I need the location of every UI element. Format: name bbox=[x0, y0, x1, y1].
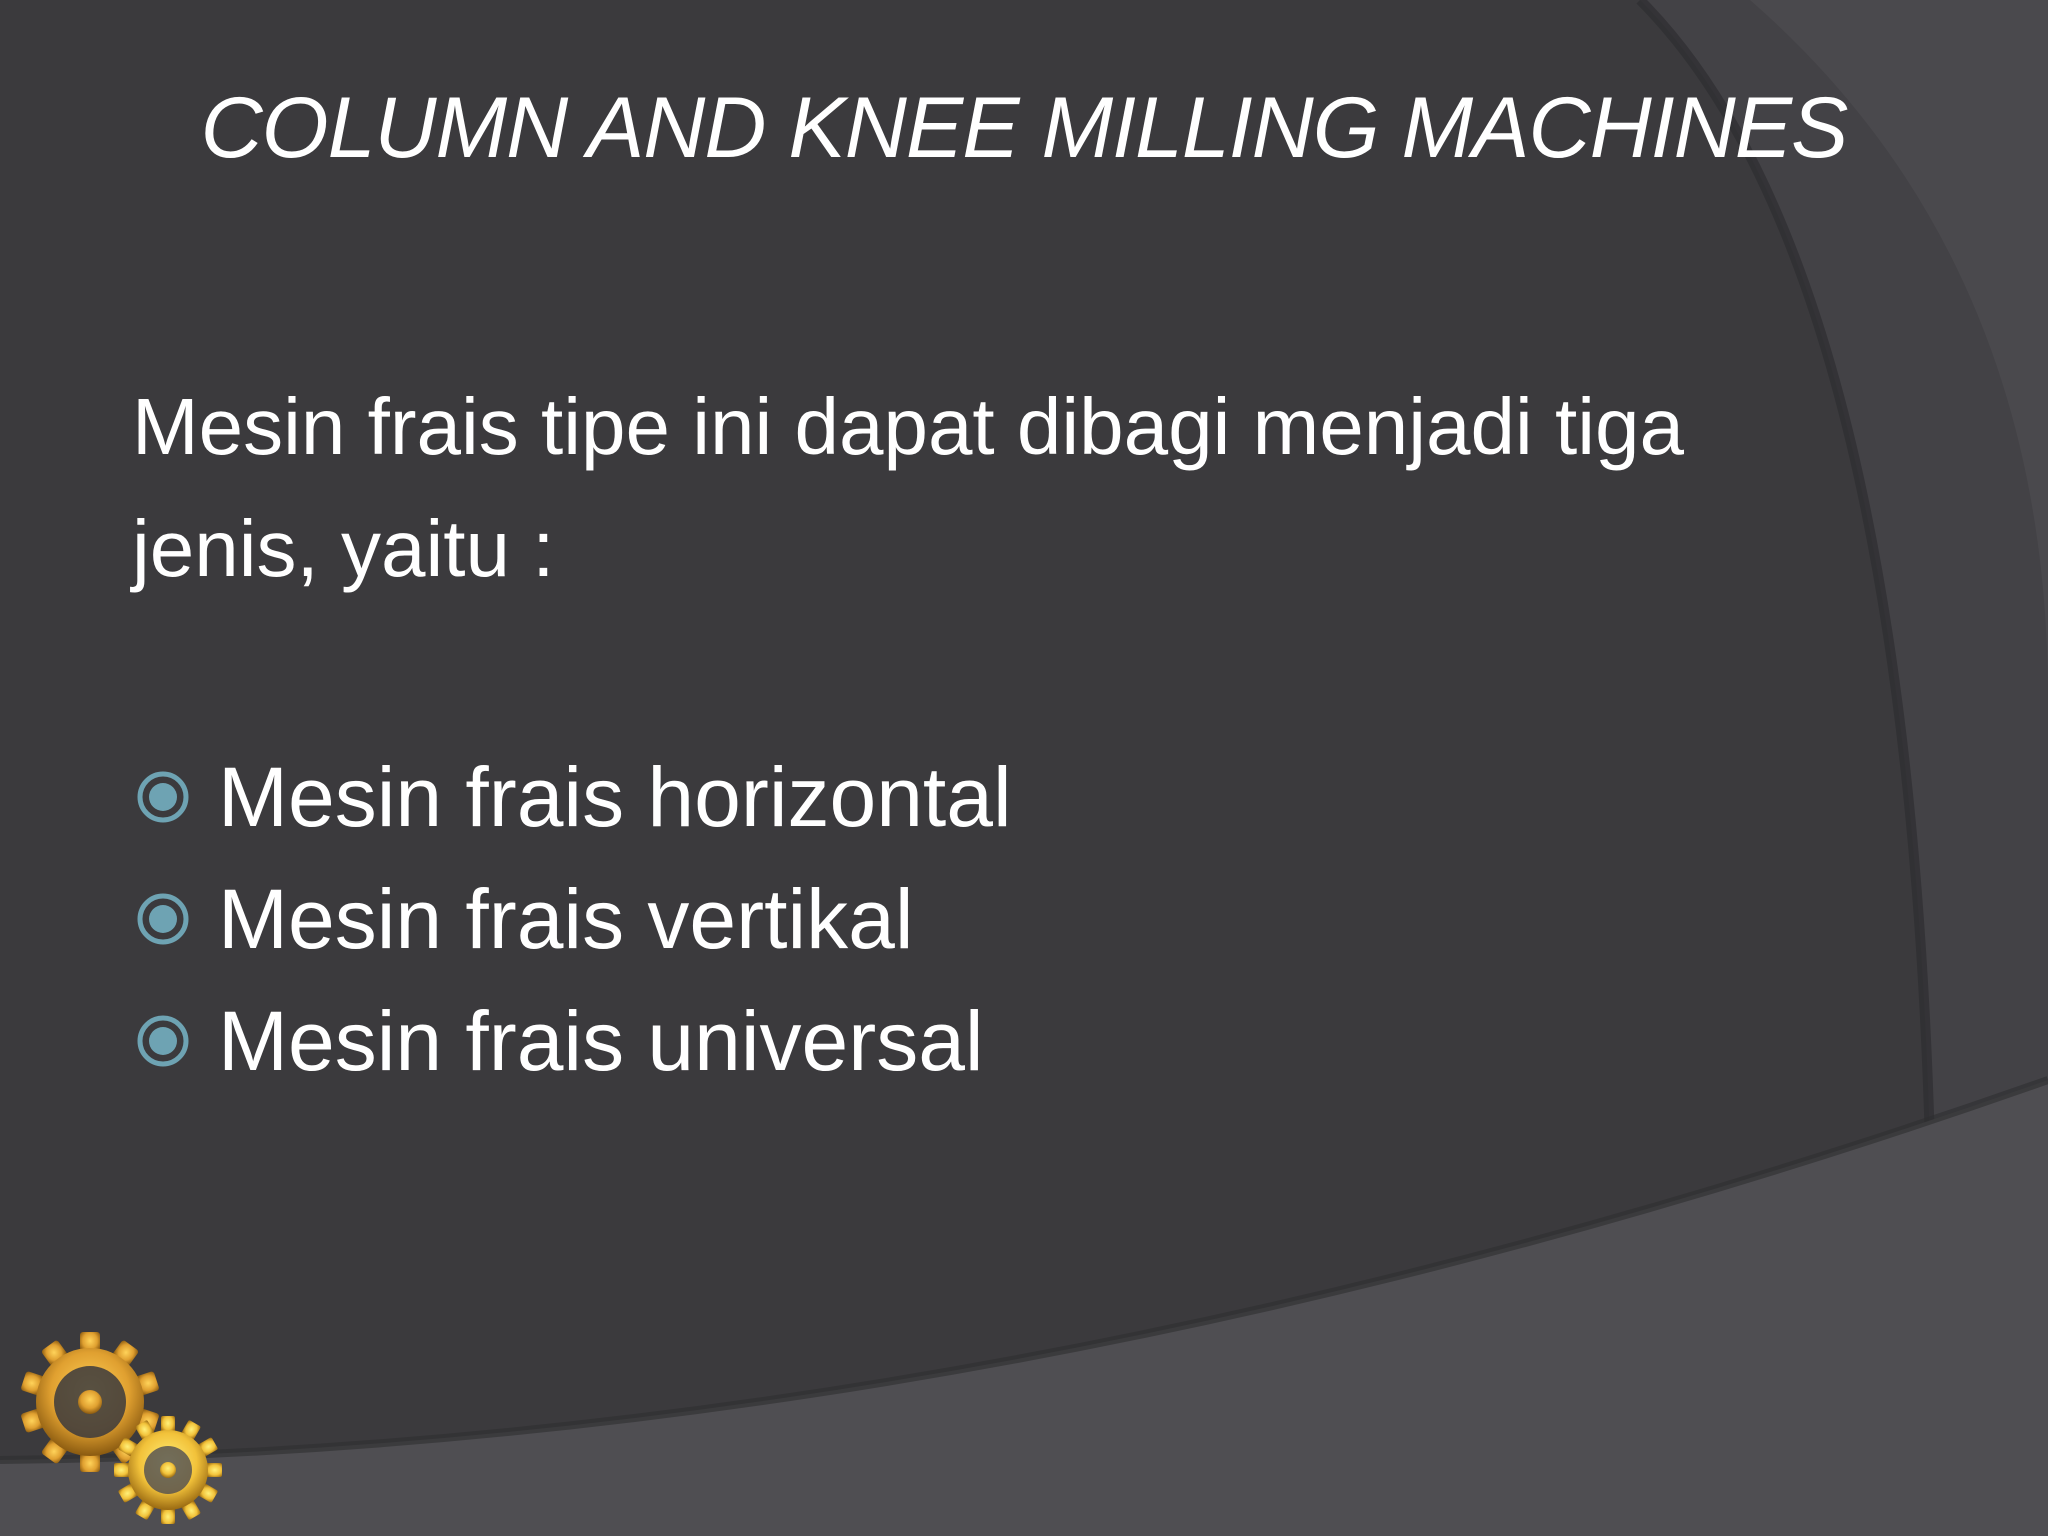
target-circle-icon bbox=[132, 766, 194, 828]
intro-paragraph bbox=[132, 366, 1882, 610]
bullet-item-vertical bbox=[132, 858, 1012, 980]
bullet-item-universal bbox=[132, 980, 1012, 1102]
bullet-label: Mesin frais horizontal bbox=[218, 749, 1012, 844]
slide-title: COLUMN AND KNEE MILLING MACHINES bbox=[200, 80, 1848, 176]
target-circle-icon bbox=[132, 888, 194, 950]
bullet-label: Mesin frais universal bbox=[218, 993, 984, 1088]
bullet-item-horizontal bbox=[132, 736, 1012, 858]
bullet-label: Mesin frais vertikal bbox=[218, 871, 914, 966]
target-circle-icon bbox=[132, 1010, 194, 1072]
bullet-list bbox=[132, 736, 1012, 1102]
gears-icon bbox=[8, 1320, 238, 1530]
intro-line: Mesin frais tipe ini dapat dibagi menjadi tiga bbox=[132, 382, 1684, 471]
intro-line: jenis, yaitu : bbox=[132, 504, 555, 593]
